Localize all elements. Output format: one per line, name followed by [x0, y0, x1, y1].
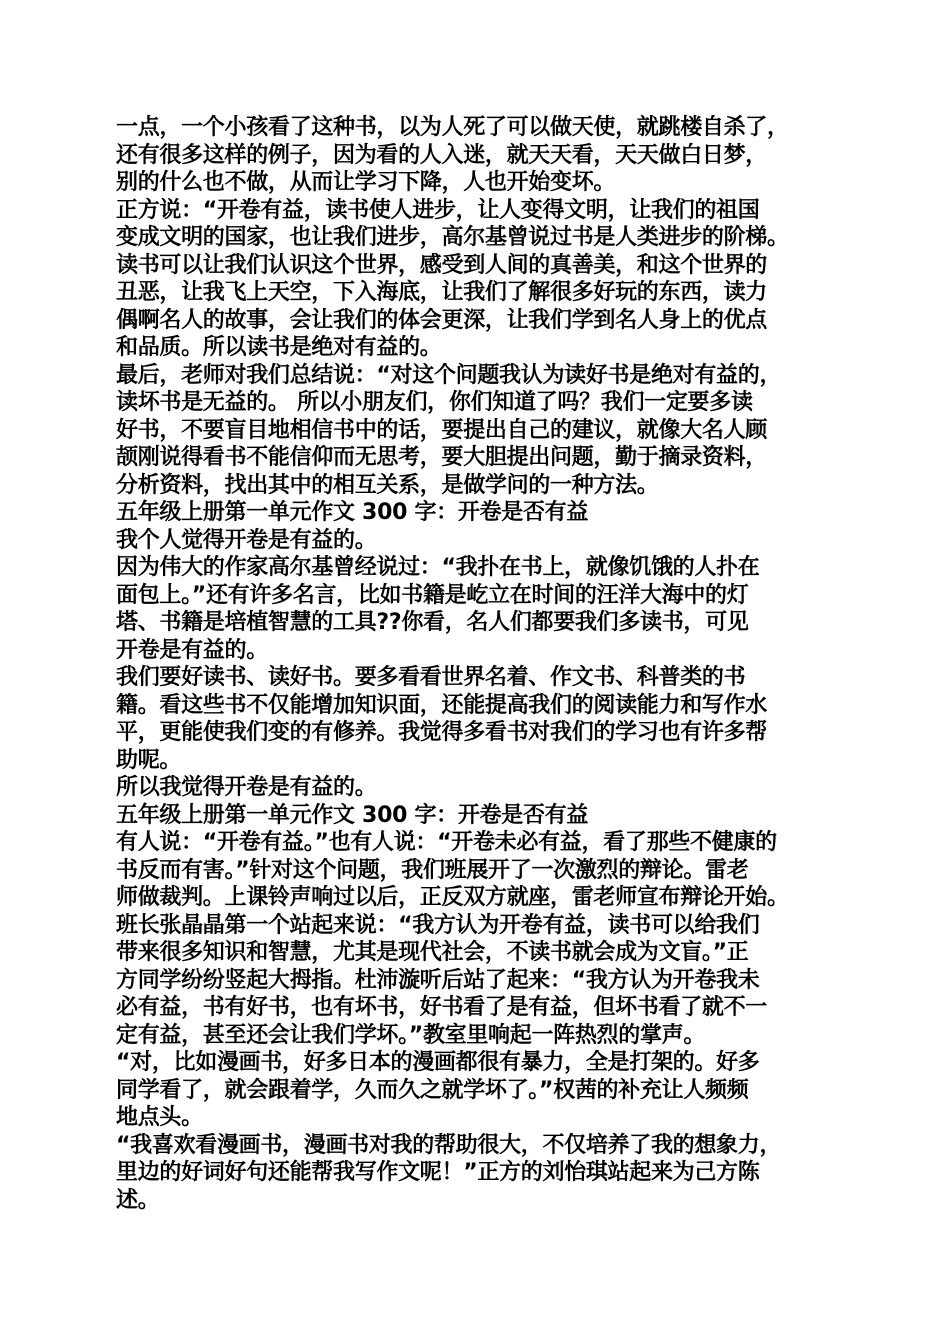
- text-line: “我喜欢看漫画书，漫画书对我的帮助很大，不仅培养了我的想象力，: [116, 1132, 782, 1158]
- text-line: 助呢。: [116, 747, 182, 773]
- text-line: 带来很多知识和智慧，尤其是现代社会，不读书就会成为文盲。”正: [116, 940, 749, 965]
- text-line: 平，更能使我们变的有修养。我觉得多看书对我们的学习也有许多帮: [116, 720, 768, 745]
- text-line: 籍。看这些书不仅能增加知识面，还能提高我们的阅读能力和写作水: [116, 692, 768, 718]
- text-line: 塔、书籍是培植智慧的工具??你看，名人们都要我们多读书，可见: [116, 610, 749, 635]
- text-line: 分析资料，找出其中的相互关系，是做学问的一种方法。: [116, 472, 659, 498]
- text-line: 还有很多这样的例子，因为看的人入迷，就天天看，天天做白日梦，: [116, 142, 768, 168]
- text-line: 所以我觉得开卷是有益的。: [116, 775, 377, 800]
- text-line: 定有益，甚至还会让我们学坏。”教室里响起一阵热烈的掌声。: [116, 1022, 706, 1048]
- text-line: 和品质。所以读书是绝对有益的。: [116, 335, 442, 360]
- text-line: 地点头。: [116, 1105, 203, 1130]
- text-line: 开卷是有益的。: [116, 637, 268, 663]
- text-line: 别的什么也不做，从而让学习下降，人也开始变坏。: [116, 170, 616, 195]
- text-line: 我个人觉得开卷是有益的。: [116, 527, 377, 553]
- text-line: 书反而有害。”针对这个问题，我们班展开了一次激烈的辩论。雷老: [116, 857, 749, 883]
- text-line: 正方说：“开卷有益，读书使人进步，让人变得文明，让我们的祖国: [116, 197, 760, 223]
- text-line: 因为伟大的作家高尔基曾经说过：“我扑在书上，就像饥饿的人扑在: [116, 555, 760, 580]
- text-line: 读书可以让我们认识这个世界，感受到人间的真善美，和这个世界的: [116, 252, 768, 278]
- text-line: 最后，老师对我们总结说：“对这个问题我认为读好书是绝对有益的，: [116, 362, 782, 388]
- document-body: [116, 114, 856, 1214]
- text-line: 班长张晶晶第一个站起来说：“我方认为开卷有益，读书可以给我们: [116, 912, 760, 938]
- text-line: 一点，一个小孩看了这种书，以为人死了可以做天使，就跳楼自杀了，: [116, 115, 789, 140]
- text-line: 必有益，书有好书，也有坏书，好书看了是有益，但坏书看了就不一: [116, 995, 768, 1020]
- text-line: 方同学纷纷竖起大拇指。杜沛漩听后站了起来：“我方认为开卷我未: [116, 967, 760, 993]
- text-line: 丑恶，让我飞上天空，下入海底，让我们了解很多好玩的东西，读力: [116, 280, 768, 305]
- text-line: 偶啊名人的故事，会让我们的体会更深，让我们学到名人身上的优点: [116, 307, 768, 333]
- text-line: “对，比如漫画书，好多日本的漫画都很有暴力，全是打架的。好多: [116, 1050, 760, 1075]
- text-line: 五年级上册第一单元作文 300 字：开卷是否有益: [116, 802, 589, 828]
- text-line: 五年级上册第一单元作文 300 字：开卷是否有益: [116, 500, 589, 525]
- text-line: 颉刚说得看书不能信仰而无思考，要大胆提出问题，勤于摘录资料，: [116, 445, 768, 470]
- text-line: 好书，不要盲目地相信书中的话，要提出自己的建议，就像大名人顾: [116, 417, 768, 443]
- text-line: 面包上。”还有许多名言，比如书籍是屹立在时间的汪洋大海中的灯: [116, 582, 749, 608]
- text-line: 述。: [116, 1187, 160, 1213]
- text-line: 同学看了，就会跟着学，久而久之就学坏了。”权茜的补充让人频频: [116, 1077, 749, 1103]
- text-line: 有人说：“开卷有益。”也有人说：“开卷未必有益，看了那些不健康的: [116, 830, 777, 855]
- text-line: 我们要好读书、读好书。要多看看世界名着、作文书、科普类的书: [116, 665, 746, 690]
- text-line: 里边的好词好句还能帮我写作文呢！”正方的刘怡琪站起来为己方陈: [116, 1160, 760, 1185]
- text-line: 变成文明的国家，也让我们进步，高尔基曾说过书是人类进步的阶梯。: [116, 225, 789, 250]
- text-line: 师做裁判。上课铃声响过以后，正反双方就座，雷老师宣布辩论开始。: [116, 885, 789, 910]
- text-line: 读坏书是无益的。 所以小朋友们，你们知道了吗？我们一定要多读: [116, 390, 753, 415]
